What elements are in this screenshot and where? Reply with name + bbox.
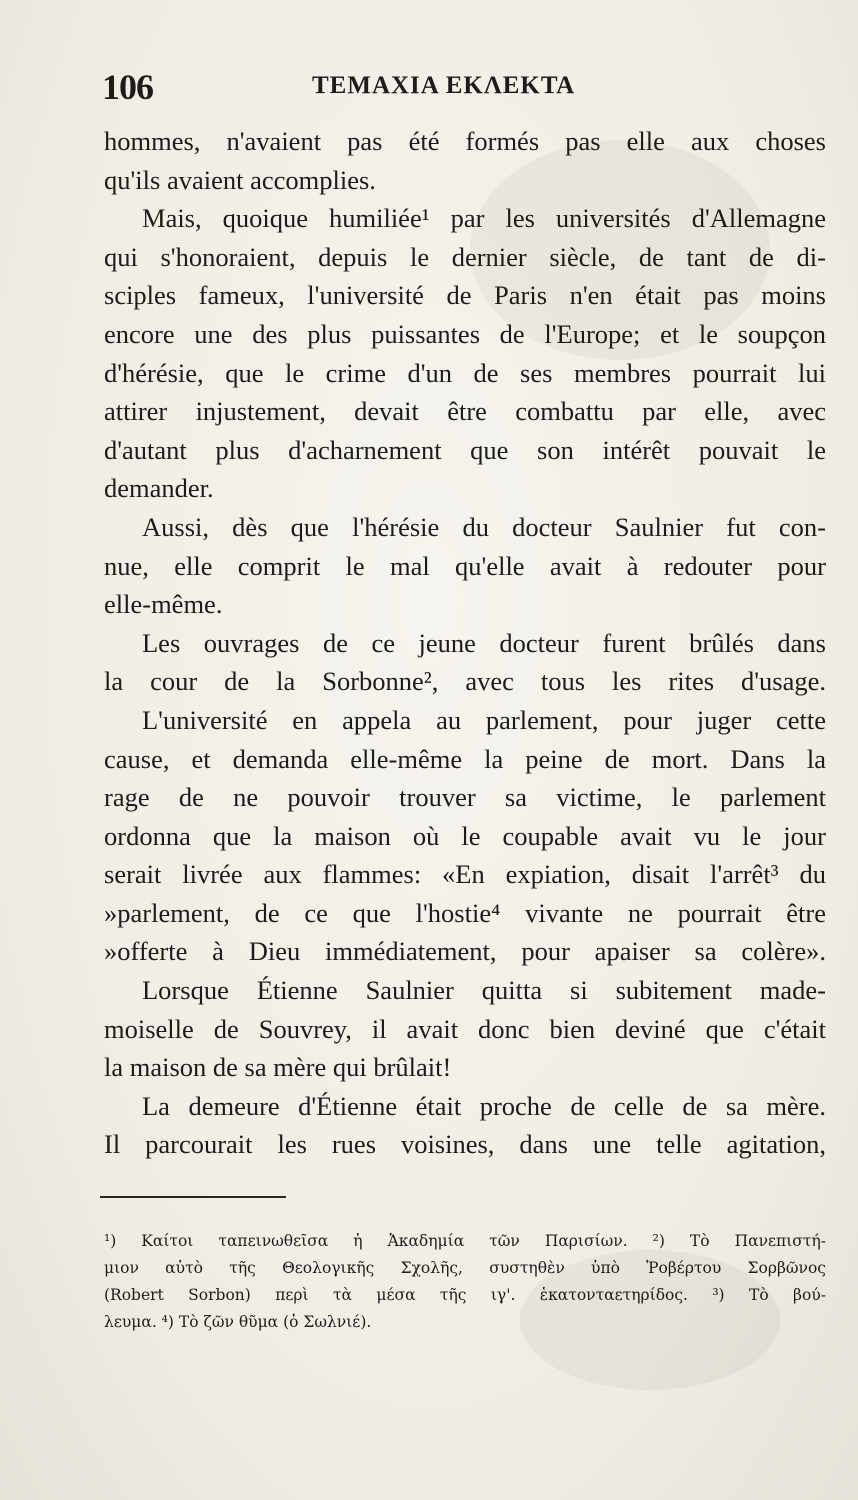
text-line: d'hérésie, que le crime d'un de ses membres pourrait lui (104, 357, 826, 388)
footnote-line: μιον αὐτὸ τῆς Θεολογικῆς Σχολῆς, συστηθὲν ὑπὸ Ῥοβέρτου Σορβῶνος (104, 1259, 826, 1277)
running-title: ΤΕΜΑΧΙΑ ΕΚΛΕΚΤΑ (312, 72, 576, 99)
body-text (104, 122, 826, 1164)
text-line: demander. (104, 473, 214, 504)
text-line: elle-même. (104, 589, 223, 620)
text-line: serait livrée aux flammes: «En expiation, disait l'arrêt³ du (104, 859, 826, 890)
text-line: Mais, quoique humiliée¹ par les universités d'Allemagne (142, 203, 826, 234)
text-line: ordonna que la maison où le coupable avait vu le jour (104, 820, 826, 851)
text-line: »parlement, de ce que l'hostie⁴ vivante ne pourrait être (104, 897, 826, 928)
footnote-line: ¹) Καίτοι ταπεινωθεῖσα ἡ Ἀκαδημία τῶν Παρισίων. ²) Τὸ Πανεπιστή- (104, 1232, 826, 1250)
text-line: d'autant plus d'acharnement que son intérêt pouvait le (104, 434, 826, 465)
text-line: L'université en appela au parlement, pour juger cette (142, 704, 826, 735)
text-line: cause, et demanda elle-même la peine de mort. Dans la (104, 743, 826, 774)
text-line: la maison de sa mère qui brûlait! (104, 1052, 452, 1083)
footnote-line: (Robert Sorbon) περὶ τὰ μέσα τῆς ιγ'. ἑκατονταετηρίδος. ³) Τὸ βού- (104, 1286, 826, 1304)
text-line: encore une des plus puissantes de l'Europe; et le soupçon (104, 318, 826, 349)
text-line: nue, elle comprit le mal qu'elle avait à redouter pour (104, 550, 826, 581)
text-line: moiselle de Souvrey, il avait donc bien deviné que c'était (104, 1013, 826, 1044)
footnotes (104, 1228, 826, 1336)
text-line: qu'ils avaient accomplies. (104, 164, 376, 195)
text-line: la cour de la Sorbonne², avec tous les rites d'usage. (104, 666, 826, 697)
text-line: Lorsque Étienne Saulnier quitta si subitement made- (142, 975, 826, 1006)
footnote-rule (100, 1196, 286, 1198)
text-line: rage de ne pouvoir trouver sa victime, le parlement (104, 782, 826, 813)
text-line: Les ouvrages de ce jeune docteur furent brûlés dans (142, 627, 826, 658)
page-number: 106 (102, 67, 153, 107)
text-line: Il parcourait les rues voisines, dans une telle agitation, (104, 1129, 826, 1160)
text-line: Aussi, dès que l'hérésie du docteur Saulnier fut con- (142, 511, 826, 542)
text-line: »offerte à Dieu immédiatement, pour apaiser sa colère». (104, 936, 826, 967)
text-line: hommes, n'avaient pas été formés pas elle aux choses (104, 126, 826, 156)
text-line: La demeure d'Étienne était proche de celle de sa mère. (142, 1090, 826, 1121)
text-line: attirer injustement, devait être combattu par elle, avec (104, 396, 826, 427)
text-line: qui s'honoraient, depuis le dernier siècle, de tant de di- (104, 241, 826, 272)
text-line: sciples fameux, l'université de Paris n'en était pas moins (104, 280, 826, 311)
footnote-line: λευμα. ⁴) Τὸ ζῶν θῦμα (ὁ Σωλνιέ). (104, 1313, 372, 1331)
page-header (102, 66, 822, 110)
